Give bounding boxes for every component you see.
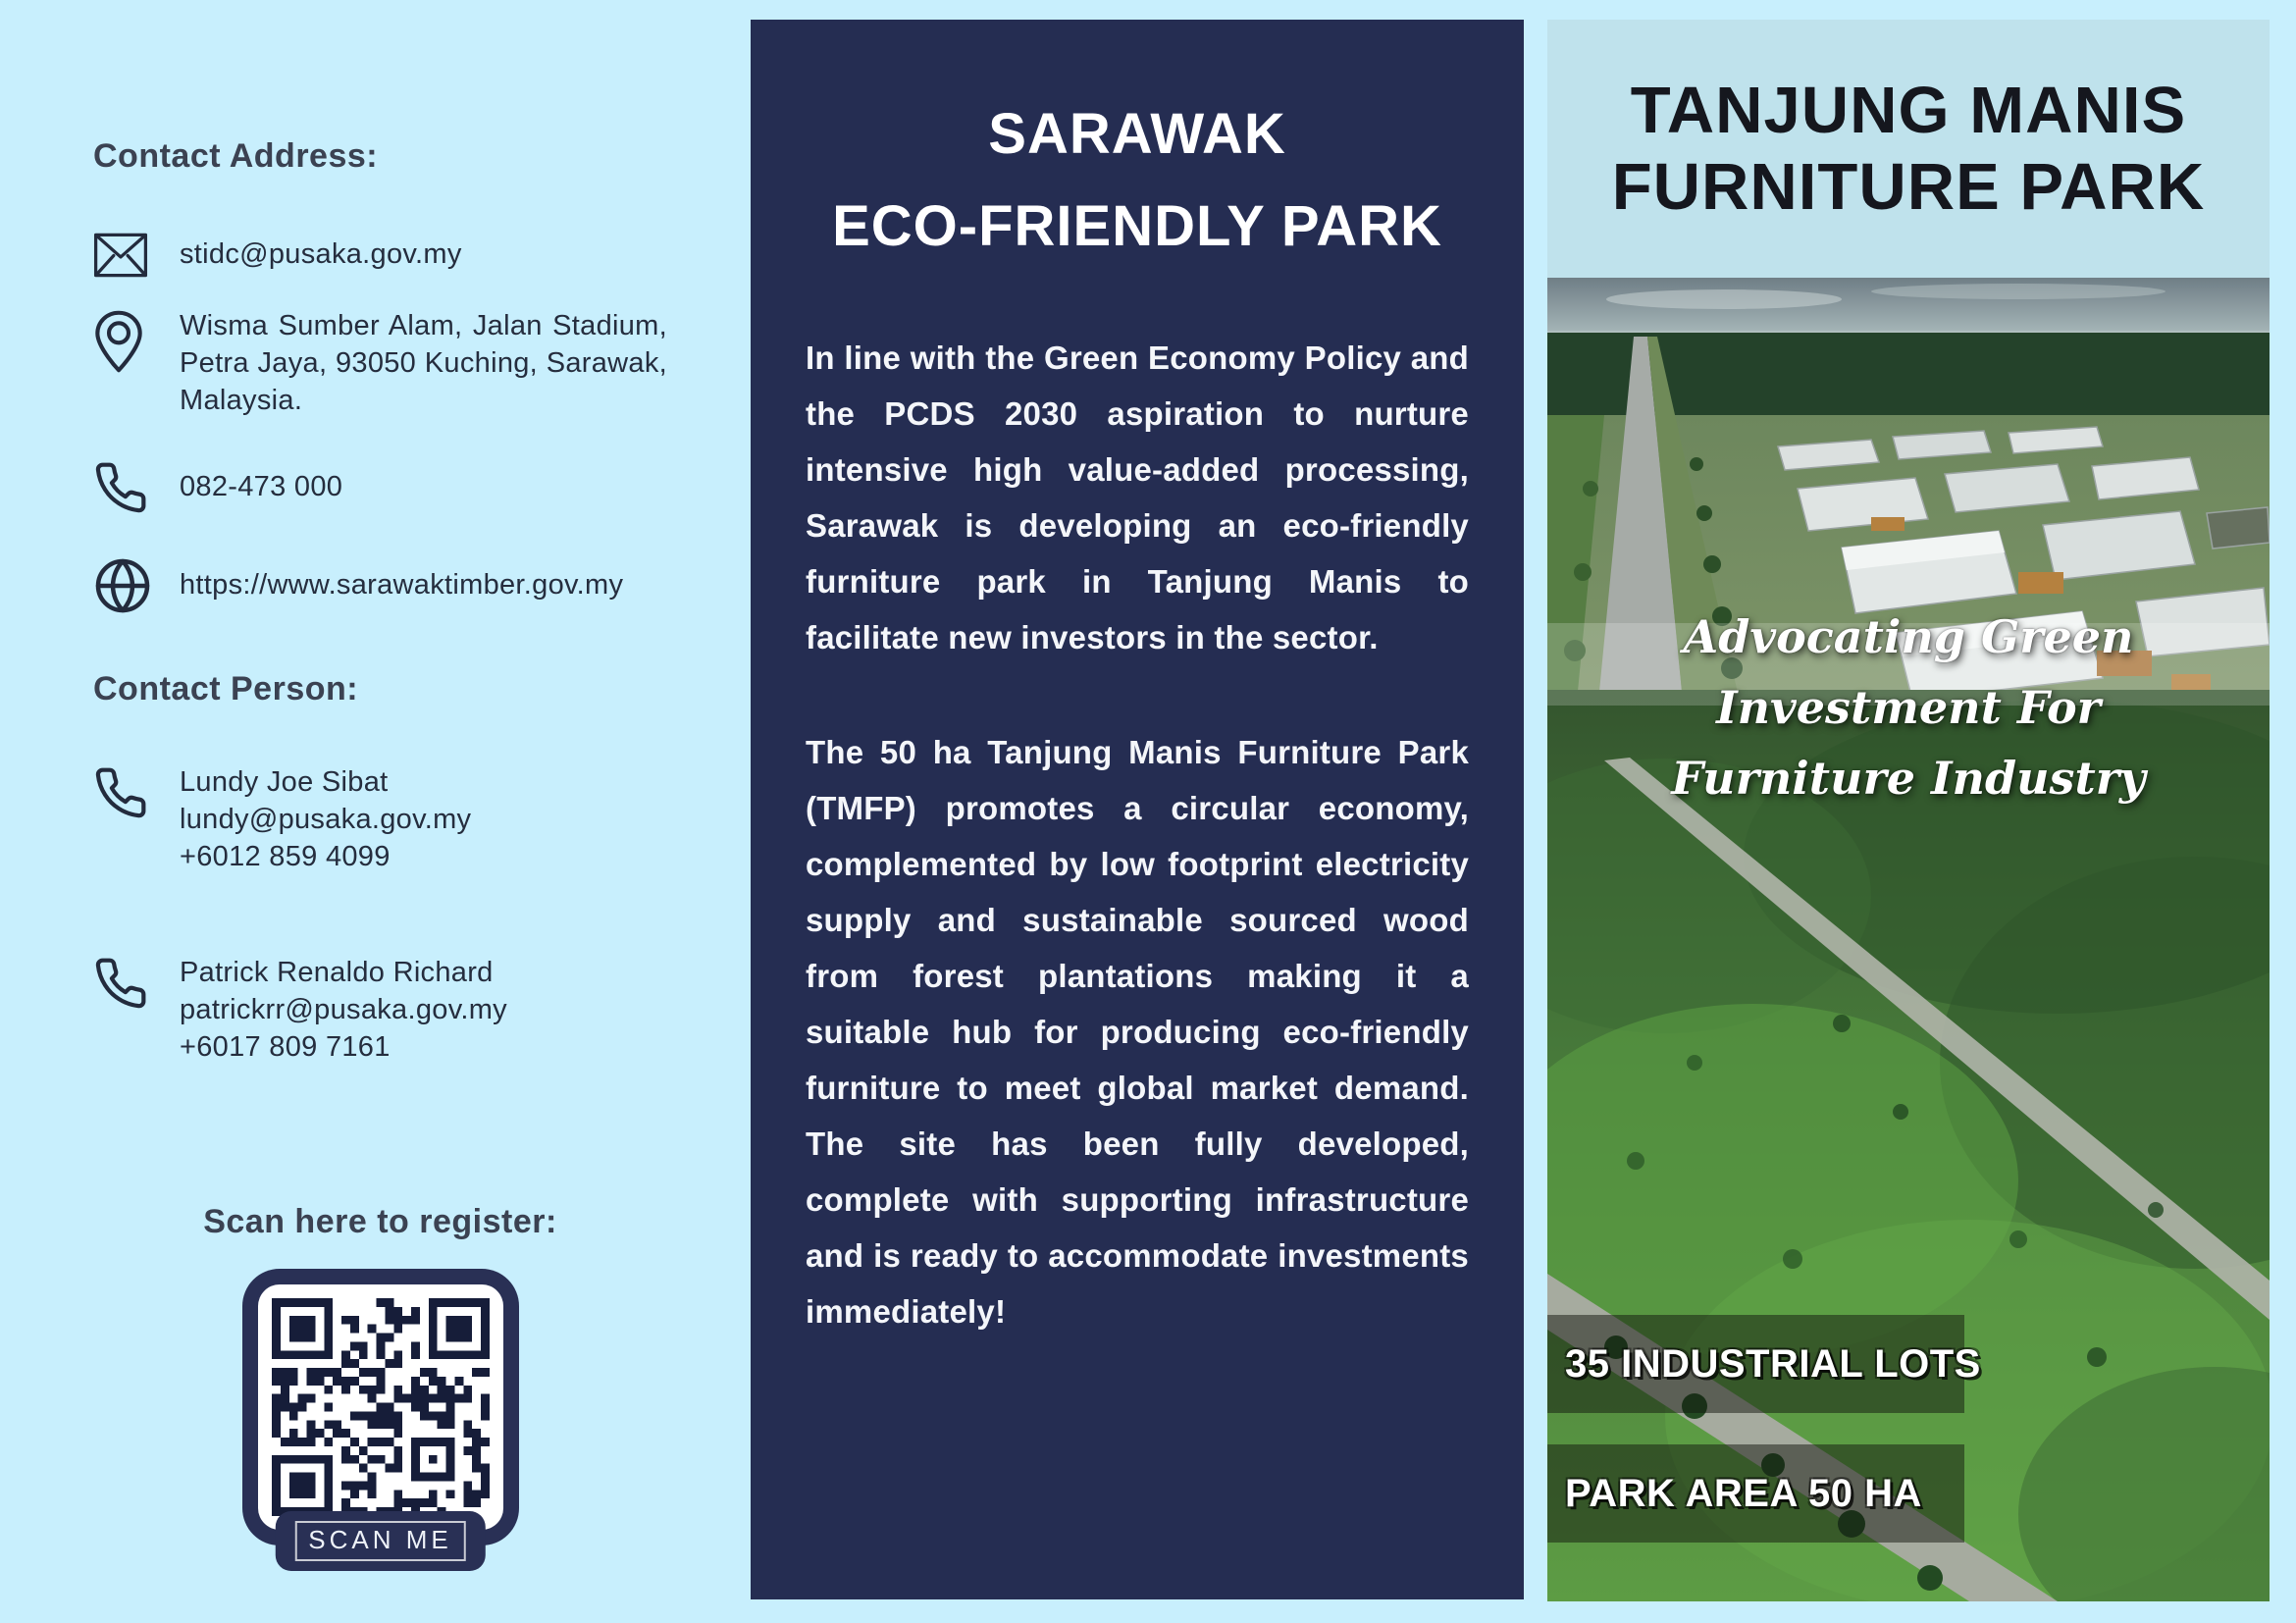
photo-caption-line1: Advocating Green Investment For <box>1683 610 2134 734</box>
cover-title <box>1612 73 2206 226</box>
contact-name: Lundy Joe Sibat <box>180 766 389 798</box>
park-area-badge <box>1547 1444 1964 1543</box>
qr-code <box>242 1269 519 1554</box>
eco-park-title-line2: ECO-FRIENDLY PARK <box>832 194 1442 258</box>
scan-register-heading: Scan here to register: <box>203 1203 557 1240</box>
photo-caption <box>1547 602 2270 813</box>
contact-name: Patrick Renaldo Richard <box>180 957 494 988</box>
website-text: https://www.sarawaktimber.gov.my <box>180 569 624 601</box>
scan-me-label: SCAN ME <box>294 1521 465 1561</box>
eco-park-title <box>806 88 1469 273</box>
envelope-icon <box>93 231 180 278</box>
phone-row <box>93 458 667 515</box>
email-text: stidc@pusaka.gov.my <box>180 238 462 270</box>
intro-paragraph-1: In line with the Green Economy Policy and the PCDS 2030 aspiration to nurture intensive high value-added processing, Sarawak is developing an eco-friendly furniture park in Tanjung Manis to facilitate new investors in the sector. <box>806 340 1469 655</box>
eco-park-title-line1: SARAWAK <box>988 102 1286 166</box>
intro-paragraph-2: The 50 ha Tanjung Manis Furniture Park (TMFP) promotes a circular economy, complemented by low footprint electricity supply and sustainable sourced wood from forest plantations making it a suitable hub for producing eco-friendly furniture to meet global market demand. The site has been fully developed, complete with supporting infrastructure and is ready to accommodate investments immediately! <box>806 734 1469 1330</box>
qr-pattern <box>272 1298 490 1516</box>
website-row <box>93 554 667 615</box>
contact-person-2 <box>93 954 667 1066</box>
cover-title-line2: FURNITURE PARK <box>1611 149 2206 224</box>
contact-person-1 <box>93 763 667 875</box>
park-area-text: PARK AREA 50 HA <box>1565 1471 1922 1515</box>
phone-icon <box>93 954 180 1011</box>
contact-email: patrickrr@pusaka.gov.my <box>180 994 507 1025</box>
cover-title-line1: TANJUNG MANIS <box>1630 73 2187 147</box>
phone-text: 082-473 000 <box>180 471 343 502</box>
globe-icon <box>93 554 180 615</box>
contact-address-heading: Contact Address: <box>93 137 379 175</box>
contact-phone: +6017 809 7161 <box>180 1031 391 1063</box>
contact-person-heading: Contact Person: <box>93 670 359 707</box>
address-text: Wisma Sumber Alam, Jalan Stadium, Petra Jaya, 93050 Kuching, Sarawak, Malaysia. <box>180 310 667 416</box>
address-row <box>93 307 667 419</box>
scan-me-badge <box>275 1511 485 1571</box>
photo-caption-line2: Furniture Industry <box>1671 752 2146 805</box>
contact-person-2-details <box>180 954 507 1066</box>
contact-person-1-details <box>180 763 471 875</box>
contact-phone: +6012 859 4099 <box>180 841 391 872</box>
industrial-lots-badge <box>1547 1315 1981 1413</box>
email-row <box>93 231 667 278</box>
contact-panel <box>93 137 667 1554</box>
contact-email: lundy@pusaka.gov.my <box>180 804 472 835</box>
cover-panel <box>1547 20 2270 1601</box>
phone-icon <box>93 458 180 515</box>
industrial-lots-text: 35 INDUSTRIAL LOTS <box>1565 1341 1981 1386</box>
cover-header <box>1547 20 2270 278</box>
location-pin-icon <box>93 307 180 374</box>
qr-code-inner <box>258 1284 503 1530</box>
park-aerial-photo <box>1547 278 2270 1601</box>
phone-icon <box>93 763 180 820</box>
intro-panel <box>751 20 1524 1599</box>
